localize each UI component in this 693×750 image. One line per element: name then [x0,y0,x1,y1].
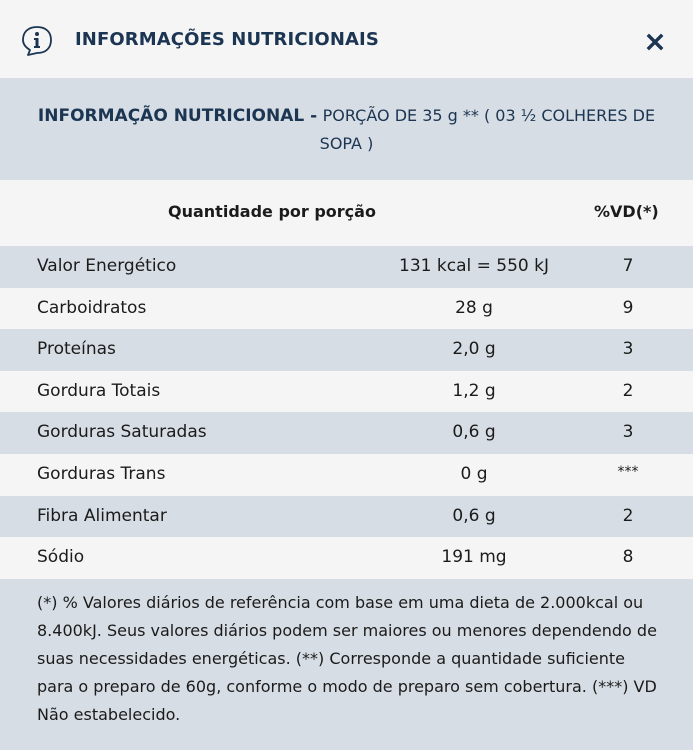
nutrient-vd: 2 [622,505,634,526]
nutrient-vd: 8 [622,547,634,568]
table-row [0,371,693,413]
nutrient-name: Valor Energético [37,256,177,276]
modal-header [0,0,693,78]
nutrient-name: Gorduras Trans [37,463,166,484]
table-row [0,537,693,579]
nutrient-amount: 28 g [455,297,493,318]
close-icon [649,36,661,48]
nutrient-amount: 191 mg [441,547,507,568]
header-quantity: Quantidade por porção [168,202,376,221]
footnote: (*) % Valores diários de referência com base em uma dieta de 2.000kcal ou 8.400kJ. Seus valores diários podem ser maiores ou menores dependendo de suas necessidades energéticas. (**) Corresponde a quantidade suficiente para o preparo de 60g, conforme o modo de preparo sem cobertura. (***) VD Não estabelecido. [0,579,693,750]
nutrient-amount: 131 kcal = 550 kJ [399,256,549,276]
nutrient-amount: 0 g [460,463,488,484]
table-row [0,496,693,538]
table-row [0,329,693,371]
nutrient-name: Gordura Totais [37,380,161,401]
header-vd: %VD(*) [594,202,659,221]
nutrient-vd: *** [617,463,639,480]
nutrient-vd: 9 [622,297,634,318]
nutrient-amount: 1,2 g [452,380,496,401]
nutrition-table [0,246,693,579]
nutrient-name: Carboidratos [37,297,147,318]
table-row [0,246,693,288]
portion-detail: PORÇÃO DE 35 g ** ( 03 ½ COLHERES DE SOPA ) [319,106,656,153]
nutrient-name: Fibra Alimentar [37,505,167,526]
table-header [0,180,693,246]
table-row [0,412,693,454]
table-row [0,288,693,330]
nutrient-vd: 2 [622,380,634,401]
close-button[interactable] [643,30,667,54]
portion-banner [0,78,693,180]
nutrient-amount: 0,6 g [452,505,496,526]
nutrient-name: Gorduras Saturadas [37,422,207,443]
nutrient-vd: 3 [622,339,634,360]
portion-label: INFORMAÇÃO NUTRICIONAL - [37,106,318,126]
nutrient-name: Proteínas [37,339,116,360]
table-row [0,454,693,496]
nutrient-name: Sódio [37,547,85,568]
modal-title: INFORMAÇÕES NUTRICIONAIS [75,29,379,50]
nutrient-vd: 7 [622,256,634,276]
info-icon [20,24,54,58]
nutrient-vd: 3 [622,422,634,443]
nutrient-amount: 2,0 g [452,339,496,360]
nutrient-amount: 0,6 g [452,422,496,443]
